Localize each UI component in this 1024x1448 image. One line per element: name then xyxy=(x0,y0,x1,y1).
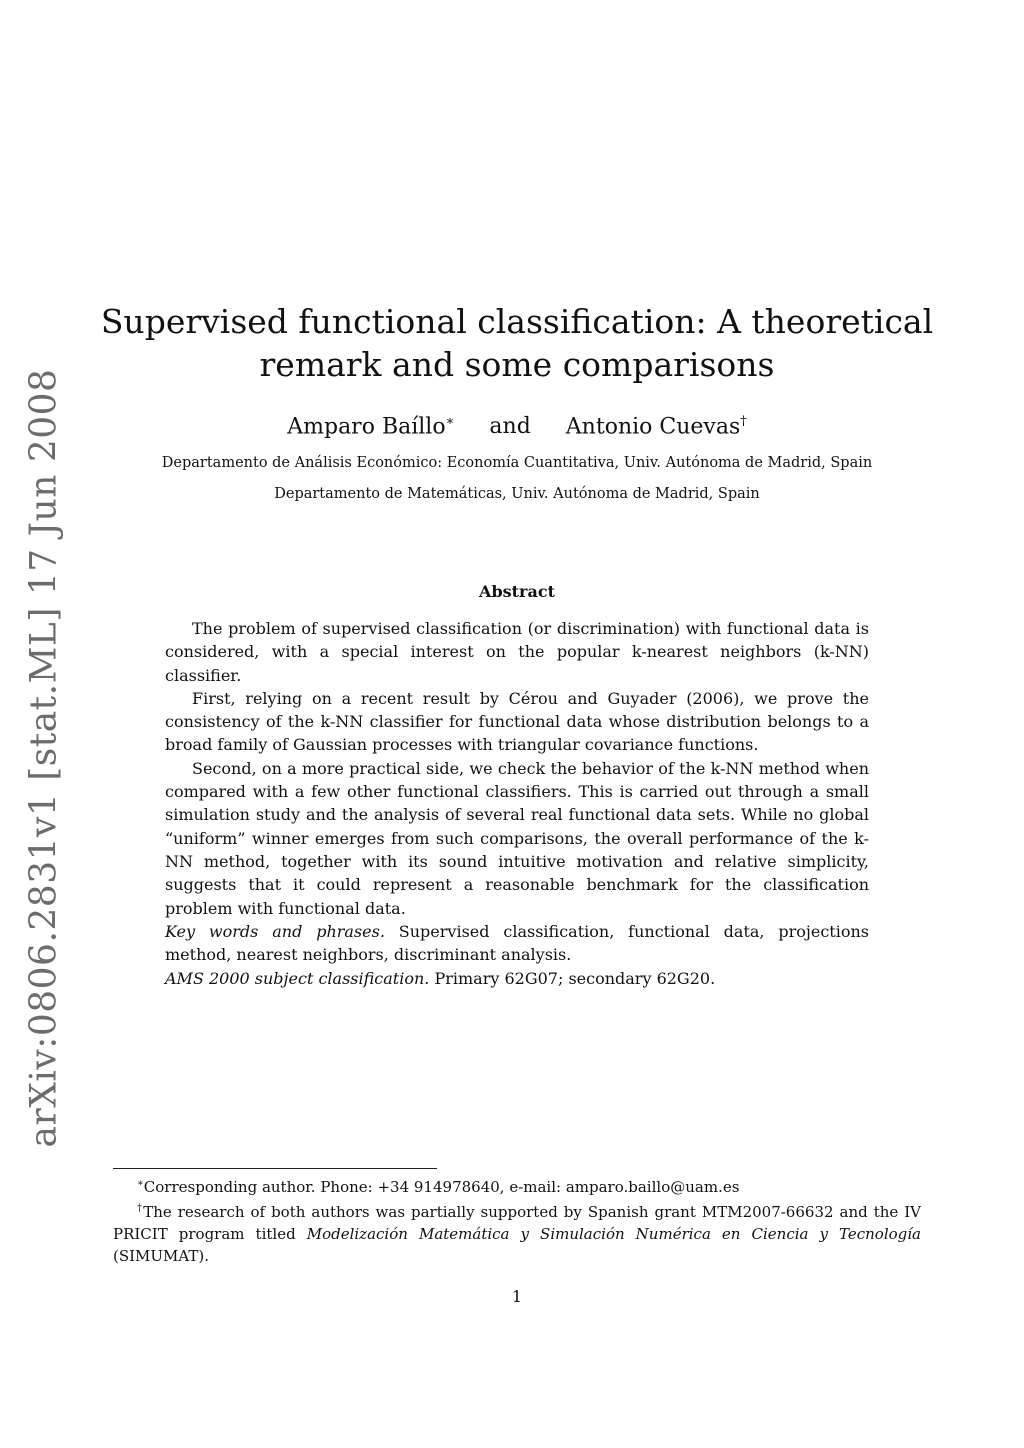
keywords-text: Supervised classification, functional data, projections method, nearest neighbors, discriminant analysis. xyxy=(165,922,869,965)
affiliation-2: Departamento de Matemáticas, Univ. Autónoma de Madrid, Spain xyxy=(274,486,760,502)
affiliation-1: Departamento de Análisis Económico: Economía Cuantitativa, Univ. Autónoma de Madrid, Spain xyxy=(161,455,873,471)
footnote-2-program-title: Modelización Matemática y Simulación Numérica en Ciencia y Tecnología xyxy=(306,1225,921,1243)
abstract-paragraph: The problem of supervised classification (or discrimination) with functional data is considered, with a special interest on the popular k-nearest neighbors (k-NN) classifier. xyxy=(165,619,869,685)
title-line-2: remark and some comparisons xyxy=(259,345,775,384)
abstract-paragraph: Second, on a more practical side, we check the behavior of the k-NN method when compared with a few other functional classifiers. This is carried out through a small simulation study and the analysis of several real functional data sets. While no global “uniform” winner emerges from such comparisons, the overall performance of the k-NN method, together with its sound intuitive motivation and relative simplicity, suggests that it could represent a reasonable benchmark for the classification problem with functional data. xyxy=(165,758,869,918)
footnotes xyxy=(113,1173,921,1267)
footnote-1-mark: ∗ xyxy=(137,1178,144,1189)
abstract-paragraph: First, relying on a recent result by Cérou and Guyader (2006), we prove the consistency of the k-NN classifier for functional data whose distribution belongs to a broad family of Gaussian processes with triangular covariance functions. xyxy=(165,688,869,755)
keywords-label: Key words and phrases. xyxy=(165,922,385,941)
ams-text: Primary 62G07; secondary 62G20. xyxy=(429,968,716,988)
keywords-line xyxy=(165,920,869,967)
author-1-mark: ∗ xyxy=(445,414,455,429)
paper-title xyxy=(100,300,934,386)
footnote-2-mark: † xyxy=(137,1203,144,1214)
footnote-1-text: Corresponding author. Phone: +34 914978640, e-mail: amparo.baillo@uam.es xyxy=(143,1178,740,1196)
ams-label: AMS 2000 subject classification. xyxy=(165,968,430,988)
arxiv-stamp: arXiv:0806.2831v1 [stat.ML] 17 Jun 2008 xyxy=(23,368,65,1148)
author-2-mark: † xyxy=(740,414,747,429)
author-conjunction: and xyxy=(489,414,531,440)
footnote-2 xyxy=(113,1198,921,1267)
ams-line xyxy=(165,967,869,990)
page-number: 1 xyxy=(511,1287,523,1306)
keywords-block xyxy=(165,920,869,990)
author-1: Amparo Baíllo xyxy=(287,414,446,440)
footnote-1 xyxy=(113,1173,921,1198)
title-line-1: Supervised functional classification: A theoretical xyxy=(100,302,934,341)
footnote-rule xyxy=(113,1168,437,1169)
abstract-body xyxy=(165,617,869,920)
author-list xyxy=(100,414,934,439)
footnote-2-text-b: (SIMUMAT). xyxy=(113,1247,210,1265)
author-2: Antonio Cuevas xyxy=(565,414,741,440)
footnote-2-text-a: The research of both authors was partially supported by Spanish grant MTM2007-66632 and the IV PRICIT program titled xyxy=(113,1203,921,1243)
abstract-heading: Abstract xyxy=(479,582,555,601)
